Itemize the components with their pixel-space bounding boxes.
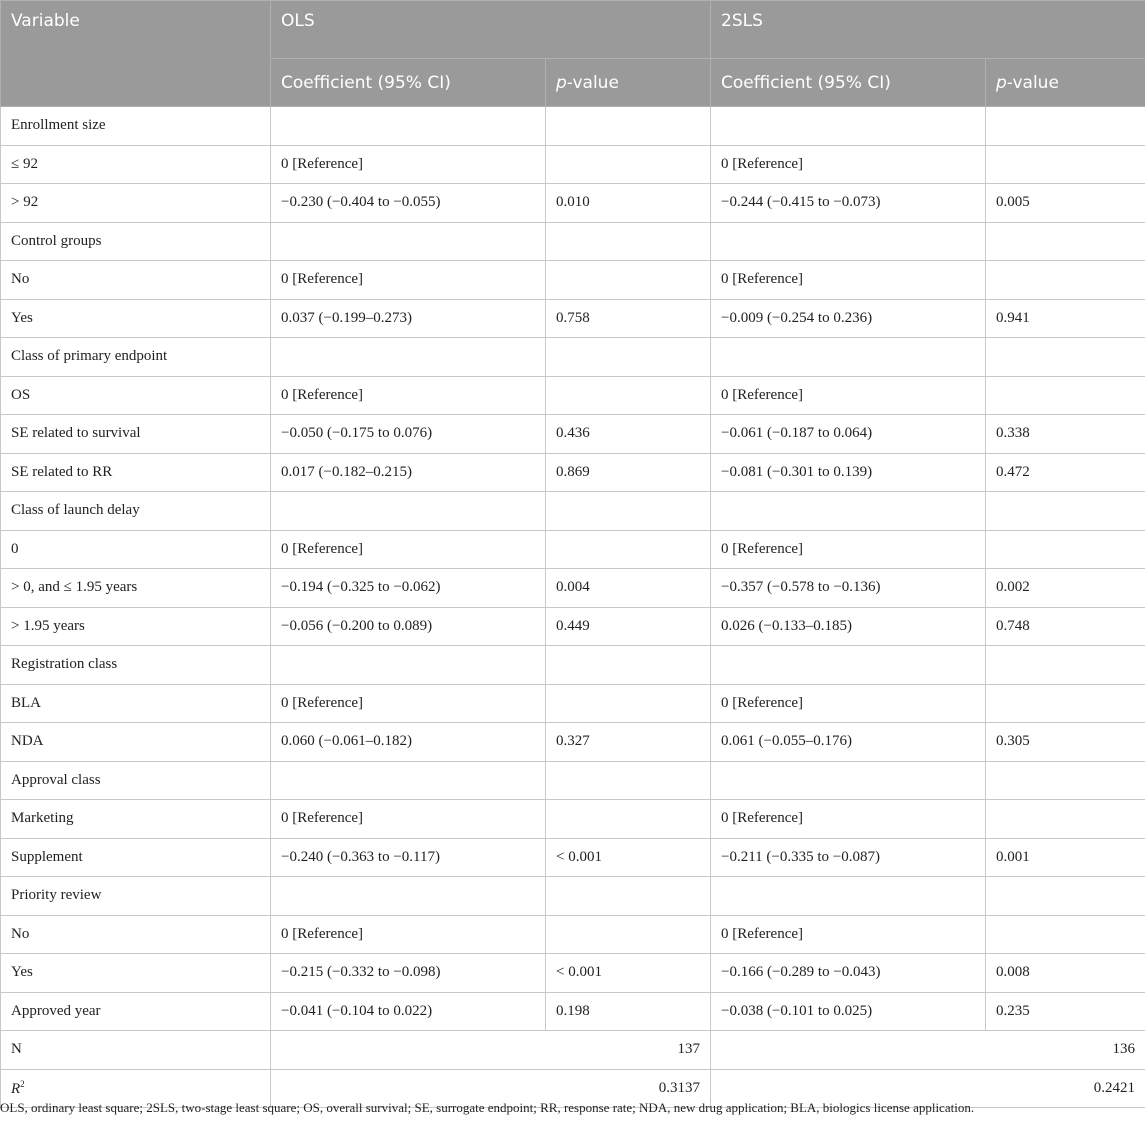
table-row <box>1 761 1145 800</box>
tsls-coefficient-cell: 0 [Reference] <box>711 800 986 839</box>
variable-cell: Approval class <box>1 761 271 800</box>
tsls-pvalue-cell <box>986 877 1145 916</box>
table-row <box>1 954 1145 993</box>
tsls-coefficient-header: Coefficient (95% CI) <box>711 59 986 107</box>
ols-pvalue-cell <box>546 646 711 685</box>
variable-cell: > 0, and ≤ 1.95 years <box>1 569 271 608</box>
ols-coefficient-cell: 0.017 (−0.182–0.215) <box>271 453 546 492</box>
variable-cell: Approved year <box>1 992 271 1031</box>
ols-coefficient-cell <box>271 338 546 377</box>
variable-cell: Registration class <box>1 646 271 685</box>
table-footnote: OLS, ordinary least square; 2SLS, two-stage least square; OS, overall survival; SE, surrogate endpoint; RR, response rate; NDA, new drug application; BLA, biologics license application. <box>0 1100 975 1115</box>
ols-coefficient-cell: 0.037 (−0.199–0.273) <box>271 299 546 338</box>
header-row-models <box>1 1 1145 59</box>
tsls-coefficient-cell: 0.061 (−0.055–0.176) <box>711 723 986 762</box>
variable-cell: Supplement <box>1 838 271 877</box>
variable-cell: No <box>1 915 271 954</box>
table-row <box>1 376 1145 415</box>
ols-pvalue-cell: < 0.001 <box>546 954 711 993</box>
variable-cell: NDA <box>1 723 271 762</box>
table-row <box>1 145 1145 184</box>
ols-pvalue-cell: 0.869 <box>546 453 711 492</box>
variable-cell: Control groups <box>1 222 271 261</box>
n-tsls: 136 <box>711 1031 1145 1070</box>
tsls-coefficient-cell <box>711 877 986 916</box>
ols-coefficient-cell: −0.194 (−0.325 to −0.062) <box>271 569 546 608</box>
tsls-coefficient-cell <box>711 646 986 685</box>
ols-coefficient-cell <box>271 877 546 916</box>
table-row <box>1 992 1145 1031</box>
variable-cell: OS <box>1 376 271 415</box>
table-row <box>1 915 1145 954</box>
variable-cell: SE related to RR <box>1 453 271 492</box>
tsls-coefficient-cell: −0.009 (−0.254 to 0.236) <box>711 299 986 338</box>
n-ols: 137 <box>271 1031 711 1070</box>
r2-tsls: 0.2421 <box>711 1069 1145 1108</box>
tsls-coefficient-cell: 0 [Reference] <box>711 145 986 184</box>
table-row <box>1 723 1145 762</box>
ols-coefficient-cell <box>271 107 546 146</box>
variable-cell: Priority review <box>1 877 271 916</box>
tsls-pvalue-cell <box>986 261 1145 300</box>
tsls-pvalue-cell <box>986 107 1145 146</box>
table-row <box>1 569 1145 608</box>
tsls-coefficient-cell: −0.211 (−0.335 to −0.087) <box>711 838 986 877</box>
table-row <box>1 607 1145 646</box>
ols-coefficient-cell: 0 [Reference] <box>271 376 546 415</box>
tsls-header: 2SLS <box>711 1 1145 59</box>
variable-cell: Enrollment size <box>1 107 271 146</box>
tsls-pvalue-cell <box>986 222 1145 261</box>
ols-coefficient-cell: 0 [Reference] <box>271 530 546 569</box>
ols-pvalue-cell: 0.327 <box>546 723 711 762</box>
r2-ols: 0.3137 <box>271 1069 711 1108</box>
table-row <box>1 838 1145 877</box>
tsls-pvalue-header <box>986 59 1145 107</box>
tsls-coefficient-cell <box>711 492 986 531</box>
variable-cell: BLA <box>1 684 271 723</box>
ols-pvalue-cell <box>546 145 711 184</box>
ols-pvalue-cell <box>546 684 711 723</box>
ols-pvalue-cell: 0.198 <box>546 992 711 1031</box>
variable-cell: Yes <box>1 299 271 338</box>
tsls-coefficient-cell: 0 [Reference] <box>711 915 986 954</box>
ols-pvalue-cell <box>546 492 711 531</box>
table-row <box>1 261 1145 300</box>
table-row <box>1 800 1145 839</box>
tsls-coefficient-cell <box>711 222 986 261</box>
tsls-pvalue-cell <box>986 684 1145 723</box>
tsls-coefficient-cell: −0.357 (−0.578 to −0.136) <box>711 569 986 608</box>
ols-pvalue-header <box>546 59 711 107</box>
ols-coefficient-cell: 0 [Reference] <box>271 145 546 184</box>
tsls-pvalue-cell <box>986 800 1145 839</box>
table-row <box>1 684 1145 723</box>
tsls-coefficient-cell: 0 [Reference] <box>711 530 986 569</box>
ols-coefficient-cell <box>271 492 546 531</box>
tsls-pvalue-cell: 0.002 <box>986 569 1145 608</box>
tsls-pvalue-cell: 0.235 <box>986 992 1145 1031</box>
tsls-pvalue-cell <box>986 915 1145 954</box>
table-body <box>1 107 1145 1108</box>
tsls-coefficient-cell: 0 [Reference] <box>711 261 986 300</box>
tsls-coefficient-cell: 0 [Reference] <box>711 376 986 415</box>
ols-pvalue-cell <box>546 800 711 839</box>
table-row <box>1 530 1145 569</box>
ols-pvalue-cell <box>546 107 711 146</box>
tsls-pvalue-cell: 0.472 <box>986 453 1145 492</box>
tsls-pvalue-cell: 0.305 <box>986 723 1145 762</box>
ols-coefficient-cell: −0.240 (−0.363 to −0.117) <box>271 838 546 877</box>
table-row <box>1 453 1145 492</box>
ols-pvalue-cell: 0.010 <box>546 184 711 223</box>
ols-coefficient-cell: 0 [Reference] <box>271 261 546 300</box>
tsls-pvalue-cell: 0.001 <box>986 838 1145 877</box>
variable-cell: ≤ 92 <box>1 145 271 184</box>
ols-pvalue-cell <box>546 376 711 415</box>
variable-cell: > 92 <box>1 184 271 223</box>
summary-row-n <box>1 1031 1145 1070</box>
ols-coefficient-header: Coefficient (95% CI) <box>271 59 546 107</box>
table-row <box>1 646 1145 685</box>
variable-cell: Marketing <box>1 800 271 839</box>
tsls-coefficient-cell: −0.061 (−0.187 to 0.064) <box>711 415 986 454</box>
tsls-pvalue-cell: 0.338 <box>986 415 1145 454</box>
ols-coefficient-cell: −0.230 (−0.404 to −0.055) <box>271 184 546 223</box>
ols-coefficient-cell: −0.050 (−0.175 to 0.076) <box>271 415 546 454</box>
r2-label-base: R <box>11 1080 21 1097</box>
ols-coefficient-cell <box>271 646 546 685</box>
ols-coefficient-cell: 0.060 (−0.061–0.182) <box>271 723 546 762</box>
r2-label-sup: 2 <box>20 1078 25 1089</box>
n-label: N <box>1 1031 271 1070</box>
tsls-pvalue-cell <box>986 338 1145 377</box>
tsls-pvalue-cell <box>986 376 1145 415</box>
tsls-pvalue-cell <box>986 492 1145 531</box>
ols-pvalue-cell <box>546 338 711 377</box>
table-header <box>1 1 1145 107</box>
variable-cell: > 1.95 years <box>1 607 271 646</box>
variable-cell: Class of launch delay <box>1 492 271 531</box>
ols-coefficient-cell <box>271 222 546 261</box>
tsls-coefficient-cell: −0.081 (−0.301 to 0.139) <box>711 453 986 492</box>
table-row <box>1 107 1145 146</box>
ols-pvalue-cell: 0.758 <box>546 299 711 338</box>
tsls-coefficient-cell: −0.166 (−0.289 to −0.043) <box>711 954 986 993</box>
tsls-coefficient-cell: −0.244 (−0.415 to −0.073) <box>711 184 986 223</box>
ols-coefficient-cell <box>271 761 546 800</box>
tsls-pvalue-cell <box>986 530 1145 569</box>
variable-cell: Yes <box>1 954 271 993</box>
ols-coefficient-cell: −0.056 (−0.200 to 0.089) <box>271 607 546 646</box>
ols-coefficient-cell: 0 [Reference] <box>271 915 546 954</box>
tsls-pvalue-cell: 0.008 <box>986 954 1145 993</box>
ols-coefficient-cell: 0 [Reference] <box>271 684 546 723</box>
ols-pvalue-cell <box>546 761 711 800</box>
variable-header: Variable <box>1 1 271 107</box>
tsls-coefficient-cell <box>711 338 986 377</box>
tsls-pvalue-cell <box>986 761 1145 800</box>
tsls-pvalue-cell <box>986 145 1145 184</box>
ols-header: OLS <box>271 1 711 59</box>
tsls-coefficient-cell: −0.038 (−0.101 to 0.025) <box>711 992 986 1031</box>
table-row <box>1 877 1145 916</box>
ols-coefficient-cell: 0 [Reference] <box>271 800 546 839</box>
table-row <box>1 222 1145 261</box>
ols-coefficient-cell: −0.215 (−0.332 to −0.098) <box>271 954 546 993</box>
table-row <box>1 184 1145 223</box>
ols-pvalue-cell <box>546 915 711 954</box>
p-letter: p <box>556 72 567 93</box>
ols-pvalue-cell: 0.449 <box>546 607 711 646</box>
tsls-coefficient-cell <box>711 761 986 800</box>
variable-cell: Class of primary endpoint <box>1 338 271 377</box>
variable-cell: No <box>1 261 271 300</box>
tsls-pvalue-cell <box>986 646 1145 685</box>
variable-cell: SE related to survival <box>1 415 271 454</box>
table-row <box>1 338 1145 377</box>
table-row <box>1 415 1145 454</box>
pvalue-suffix: -value <box>566 72 619 93</box>
p-letter: p <box>996 72 1007 93</box>
tsls-pvalue-cell: 0.748 <box>986 607 1145 646</box>
pvalue-suffix: -value <box>1006 72 1059 93</box>
tsls-pvalue-cell: 0.005 <box>986 184 1145 223</box>
ols-pvalue-cell <box>546 530 711 569</box>
tsls-coefficient-cell: 0.026 (−0.133–0.185) <box>711 607 986 646</box>
ols-pvalue-cell: < 0.001 <box>546 838 711 877</box>
ols-pvalue-cell: 0.436 <box>546 415 711 454</box>
table-row <box>1 492 1145 531</box>
ols-pvalue-cell <box>546 222 711 261</box>
variable-cell: 0 <box>1 530 271 569</box>
ols-pvalue-cell <box>546 261 711 300</box>
ols-pvalue-cell <box>546 877 711 916</box>
table-row <box>1 299 1145 338</box>
tsls-coefficient-cell <box>711 107 986 146</box>
tsls-pvalue-cell: 0.941 <box>986 299 1145 338</box>
ols-pvalue-cell: 0.004 <box>546 569 711 608</box>
ols-coefficient-cell: −0.041 (−0.104 to 0.022) <box>271 992 546 1031</box>
tsls-coefficient-cell: 0 [Reference] <box>711 684 986 723</box>
